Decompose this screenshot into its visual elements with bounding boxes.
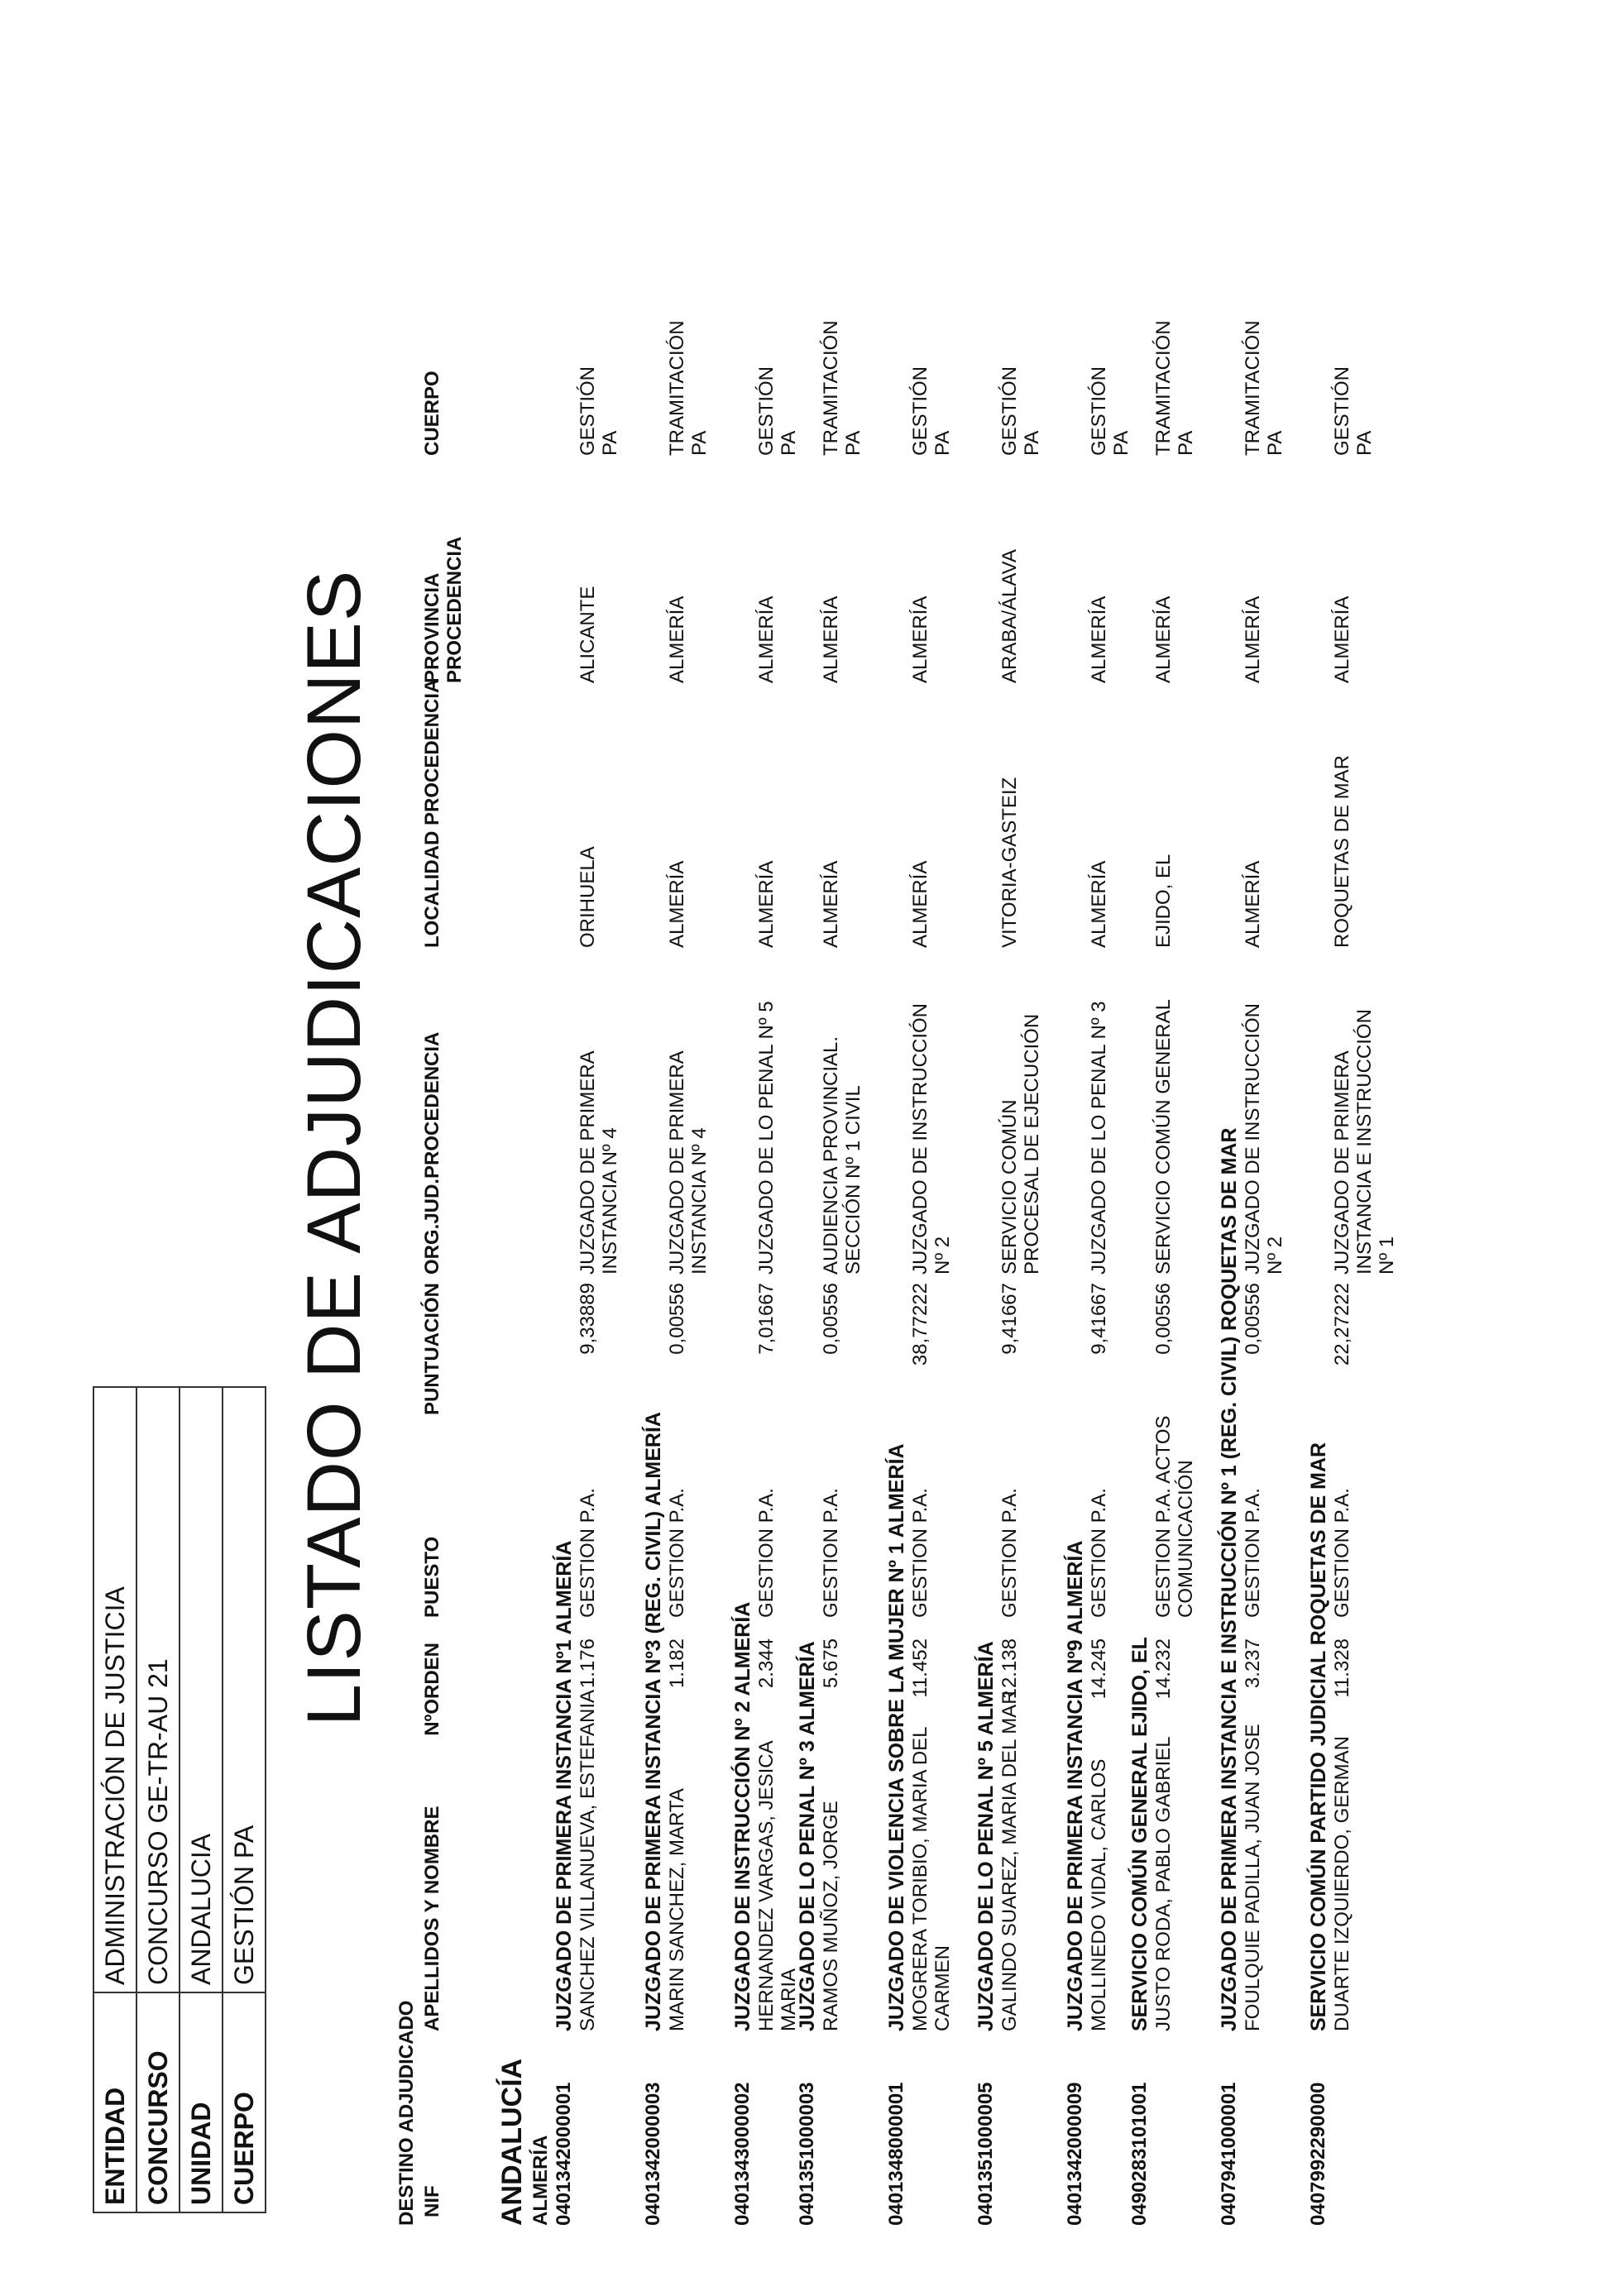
destino-code: 0401342000009 bbox=[1064, 2082, 1086, 2226]
person-puesto: GESTION P.A. bbox=[577, 1488, 599, 1618]
person-puntuacion: 9,33889 bbox=[577, 1283, 599, 1355]
person-name: MARIN SANCHEZ, MARTA bbox=[666, 1788, 688, 2031]
person-puesto: GESTION P.A. bbox=[755, 1488, 778, 1618]
person-cuerpo: GESTIÓN PA bbox=[1331, 366, 1376, 456]
destino-organ: JUZGADO DE PRIMERA INSTANCIA Nº1 ALMERÍA bbox=[553, 1540, 576, 2031]
region-heading: ANDALUCÍA bbox=[496, 2058, 528, 2226]
person-organo: JUZGADO DE INSTRUCCIÓN Nº 2 bbox=[909, 1002, 954, 1275]
destino-code: 0401351000005 bbox=[974, 2082, 997, 2226]
person-provincia: ALMERÍA bbox=[666, 596, 688, 683]
group-gap bbox=[1292, 42, 1307, 2226]
person-provincia: ALMERÍA bbox=[1152, 596, 1175, 683]
group-gap bbox=[716, 42, 731, 2226]
header-key: UNIDAD bbox=[180, 1992, 223, 2212]
header-key: ENTIDAD bbox=[93, 1992, 136, 2212]
destino-group bbox=[885, 42, 974, 2226]
subregion-heading: ALMERÍA bbox=[529, 2135, 552, 2226]
person-puntuacion: 38,77222 bbox=[909, 1283, 931, 1366]
group-gap bbox=[870, 42, 885, 2226]
person-name: MOGRERA TORIBIO, MARIA DEL CARMEN bbox=[909, 1727, 954, 2031]
person-provincia: ALMERÍA bbox=[1088, 596, 1110, 683]
person-cuerpo: GESTIÓN PA bbox=[577, 366, 621, 456]
person-puesto: GESTION P.A. bbox=[1088, 1488, 1110, 1618]
person-orden: 1.182 bbox=[666, 1638, 688, 1689]
table-row bbox=[755, 42, 800, 2226]
person-organo: JUZGADO DE PRIMERA INSTANCIA E INSTRUCCIÓN Nº 1 bbox=[1331, 1009, 1398, 1275]
person-localidad: ALMERÍA bbox=[666, 860, 688, 948]
destino-code: 0401342000003 bbox=[642, 2082, 664, 2226]
person-puntuacion: 9,41667 bbox=[1088, 1283, 1110, 1355]
col-header-apellidos: APELLIDOS Y NOMBRE bbox=[421, 1806, 443, 2031]
person-name: DUARTE IZQUIERDO, GERMAN bbox=[1331, 1736, 1353, 2031]
person-organo: JUZGADO DE PRIMERA INSTANCIA Nº 4 bbox=[666, 1051, 711, 1275]
person-localidad: VITORIA-GASTEIZ bbox=[998, 777, 1021, 948]
person-orden: 14.245 bbox=[1088, 1638, 1110, 1700]
destino-line bbox=[1064, 42, 1089, 2226]
destino-group bbox=[1307, 42, 1396, 2226]
destino-line bbox=[1307, 42, 1332, 2226]
person-provincia: ALICANTE bbox=[577, 586, 599, 683]
table-row bbox=[910, 42, 960, 2226]
person-puntuacion: 0,00556 bbox=[1242, 1283, 1264, 1355]
person-name: MOLLINEDO VIDAL, CARLOS bbox=[1088, 1758, 1110, 2031]
destino-organ: JUZGADO DE LO PENAL Nº 5 ALMERÍA bbox=[974, 1641, 998, 2031]
header-key: CONCURSO bbox=[136, 1992, 180, 2212]
person-puesto: GESTION P.A. bbox=[998, 1488, 1021, 1618]
destino-group bbox=[974, 42, 1064, 2226]
person-name: JUSTO RODA, PABLO GABRIEL bbox=[1152, 1736, 1175, 2031]
table-row bbox=[821, 42, 870, 2226]
header-box bbox=[93, 1386, 266, 2213]
group-gap bbox=[1049, 42, 1064, 2226]
destino-line bbox=[974, 42, 999, 2226]
group-gap bbox=[960, 42, 974, 2226]
person-cuerpo: TRAMITACIÓN PA bbox=[820, 320, 864, 456]
person-localidad: ALMERÍA bbox=[1088, 860, 1110, 948]
table-row bbox=[1153, 42, 1203, 2226]
person-orden: 5.675 bbox=[820, 1638, 842, 1689]
person-orden: 14.232 bbox=[1152, 1638, 1175, 1700]
destino-group bbox=[553, 42, 642, 2226]
header-key: CUERPO bbox=[223, 1992, 266, 2212]
destino-line bbox=[1128, 42, 1153, 2226]
person-cuerpo: TRAMITACIÓN PA bbox=[1242, 320, 1286, 456]
table-row bbox=[1088, 42, 1132, 2226]
header-row bbox=[180, 1387, 223, 2212]
destino-code: 0401348000001 bbox=[885, 2082, 907, 2226]
destino-line bbox=[1218, 42, 1242, 2226]
header-value: CONCURSO GE-TR-AU 21 bbox=[136, 1387, 180, 1992]
person-organo: JUZGADO DE LO PENAL Nº 5 bbox=[755, 1001, 778, 1275]
person-provincia: ALMERÍA bbox=[820, 596, 842, 683]
column-headers bbox=[417, 42, 490, 2226]
destino-code: 0407941000001 bbox=[1218, 2082, 1240, 2226]
person-puesto: GESTION P.A. bbox=[820, 1488, 842, 1618]
table-row bbox=[667, 42, 716, 2226]
person-puesto: GESTION P.A. bbox=[1242, 1488, 1264, 1618]
person-puntuacion: 0,00556 bbox=[1152, 1283, 1175, 1355]
person-puntuacion: 0,00556 bbox=[820, 1283, 842, 1355]
person-cuerpo: GESTIÓN PA bbox=[1088, 366, 1132, 456]
destino-group bbox=[1128, 42, 1218, 2226]
person-cuerpo: GESTIÓN PA bbox=[998, 366, 1043, 456]
person-orden: 3.237 bbox=[1242, 1638, 1264, 1689]
destino-line bbox=[553, 42, 577, 2226]
groups-container bbox=[553, 42, 1396, 2226]
person-localidad: ALMERÍA bbox=[909, 860, 931, 948]
person-puesto: GESTION P.A. bbox=[1331, 1488, 1353, 1618]
destino-group bbox=[642, 42, 731, 2226]
col-header-localidad: LOCALIDAD PROCEDENCIA bbox=[421, 678, 443, 948]
col-header-provincia: PROVINCIA PROCEDENCIA bbox=[421, 536, 466, 683]
person-cuerpo: TRAMITACIÓN PA bbox=[1152, 320, 1197, 456]
table-row bbox=[1331, 42, 1398, 2226]
destino-organ: SERVICIO COMÚN GENERAL EJIDO, EL bbox=[1128, 1637, 1151, 2031]
person-orden: 2.344 bbox=[755, 1638, 778, 1689]
person-provincia: ARABA/ÁLAVA bbox=[998, 549, 1021, 683]
person-organo: JUZGADO DE LO PENAL Nº 3 bbox=[1088, 1001, 1110, 1275]
destino-group bbox=[1218, 42, 1307, 2226]
person-orden: 12.138 bbox=[998, 1638, 1021, 1700]
person-puntuacion: 0,00556 bbox=[666, 1283, 688, 1355]
destino-code: 0401351000003 bbox=[796, 2082, 818, 2226]
header-row bbox=[93, 1387, 136, 2212]
person-puntuacion: 9,41667 bbox=[998, 1283, 1021, 1355]
person-localidad: ALMERÍA bbox=[755, 860, 778, 948]
col-header-puesto: PUESTO bbox=[421, 1536, 443, 1618]
person-localidad: ALMERÍA bbox=[1242, 860, 1264, 948]
header-row bbox=[223, 1387, 266, 2212]
destino-organ: JUZGADO DE PRIMERA INSTANCIA E INSTRUCCIÓN Nº 1 (REG. CIVIL) ROQUETAS DE MAR bbox=[1218, 1127, 1241, 2031]
table-row bbox=[577, 42, 627, 2226]
destino-organ: SERVICIO COMÚN PARTIDO JUDICIAL ROQUETAS DE MAR bbox=[1307, 1442, 1330, 2031]
person-localidad: ROQUETAS DE MAR bbox=[1331, 755, 1353, 948]
document-title: LISTADO DE ADJUDICACIONES bbox=[292, 569, 376, 1727]
person-name: RAMOS MUÑOZ, JORGE bbox=[820, 1801, 842, 2031]
destino-group bbox=[731, 42, 800, 2226]
person-localidad: ORIHUELA bbox=[577, 846, 599, 948]
destino-group bbox=[1064, 42, 1132, 2226]
person-puntuacion: 7,01667 bbox=[755, 1283, 778, 1355]
destino-organ: JUZGADO DE LO PENAL Nº 3 ALMERÍA bbox=[796, 1641, 819, 2031]
person-organo: JUZGADO DE INSTRUCCIÓN Nº 2 bbox=[1242, 1002, 1286, 1275]
person-puesto: GESTION P.A. bbox=[909, 1488, 931, 1618]
col-header-orden: NºORDEN bbox=[421, 1643, 443, 1736]
person-name: SANCHEZ VILLANUEVA, ESTEFANIA bbox=[577, 1689, 599, 2031]
destino-line bbox=[642, 42, 667, 2226]
adjudicaciones-table bbox=[417, 42, 1396, 2226]
person-provincia: ALMERÍA bbox=[1331, 596, 1353, 683]
person-provincia: ALMERÍA bbox=[909, 596, 931, 683]
destino-line bbox=[885, 42, 910, 2226]
col-header-puntuacion: PUNTUACIÓN bbox=[421, 1283, 443, 1415]
person-organo: JUZGADO DE PRIMERA INSTANCIA Nº 4 bbox=[577, 1051, 621, 1275]
destino-group bbox=[796, 42, 885, 2226]
person-orden: 11.328 bbox=[1331, 1638, 1353, 1698]
person-name: GALINDO SUAREZ, MARIA DEL MAR bbox=[998, 1690, 1021, 2031]
destino-line bbox=[731, 42, 756, 2226]
person-orden: 11.452 bbox=[909, 1638, 931, 1698]
col-header-nif: NIF bbox=[421, 2185, 443, 2217]
col-header-cuerpo: CUERPO bbox=[421, 371, 443, 456]
person-localidad: EJIDO, EL bbox=[1152, 854, 1175, 948]
destino-organ: JUZGADO DE PRIMERA INSTANCIA Nº3 (REG. CIVIL) ALMERÍA bbox=[642, 1412, 665, 2031]
header-value: GESTIÓN PA bbox=[223, 1387, 266, 1992]
destino-code: 0401342000001 bbox=[553, 2082, 575, 2226]
person-name: HERNANDEZ VARGAS, JESICA MARIA bbox=[755, 1741, 800, 2031]
table-row bbox=[999, 42, 1049, 2226]
person-cuerpo: TRAMITACIÓN PA bbox=[666, 320, 711, 456]
group-gap bbox=[1203, 42, 1218, 2226]
destino-organ: JUZGADO DE VIOLENCIA SOBRE LA MUJER Nº 1 ALMERÍA bbox=[885, 1443, 908, 2031]
person-provincia: ALMERÍA bbox=[1242, 596, 1264, 683]
person-puesto: GESTION P.A. bbox=[666, 1488, 688, 1618]
destino-code: 0401343000002 bbox=[731, 2082, 754, 2226]
destino-organ: JUZGADO DE PRIMERA INSTANCIA Nº9 ALMERÍA bbox=[1064, 1540, 1087, 2031]
person-cuerpo: GESTIÓN PA bbox=[755, 366, 800, 456]
header-value: ADMINISTRACIÓN DE JUSTICIA bbox=[93, 1387, 136, 1992]
col-header-organo: ORG.JUD.PROCEDENCIA bbox=[421, 1031, 443, 1275]
person-organo: SERVICIO COMÚN PROCESAL DE EJECUCIÓN bbox=[998, 1013, 1043, 1275]
header-row bbox=[136, 1387, 180, 2212]
person-puesto: GESTION P.A. ACTOS COMUNICACIÓN bbox=[1152, 1415, 1197, 1618]
destino-adjudicado-label: DESTINO ADJUDICADO bbox=[395, 2000, 418, 2226]
destino-organ: JUZGADO DE INSTRUCCIÓN Nº 2 ALMERÍA bbox=[731, 1601, 754, 2031]
person-organo: AUDIENCIA PROVINCIAL. SECCIÓN Nº 1 CIVIL bbox=[820, 1036, 864, 1275]
person-orden: 1.176 bbox=[577, 1638, 599, 1689]
person-provincia: ALMERÍA bbox=[755, 596, 778, 683]
person-name: FOULQUIE PADILLA, JUAN JOSE bbox=[1242, 1724, 1264, 2031]
group-gap bbox=[627, 42, 642, 2226]
table-row bbox=[1242, 42, 1292, 2226]
person-puntuacion: 22,27222 bbox=[1331, 1283, 1353, 1366]
person-organo: SERVICIO COMÚN GENERAL bbox=[1152, 999, 1175, 1275]
person-cuerpo: GESTIÓN PA bbox=[909, 366, 954, 456]
destino-code: 0490283101001 bbox=[1128, 2082, 1151, 2226]
destino-line bbox=[796, 42, 821, 2226]
person-localidad: ALMERÍA bbox=[820, 860, 842, 948]
destino-code: 0407992290000 bbox=[1307, 2082, 1329, 2226]
header-value: ANDALUCIA bbox=[180, 1387, 223, 1992]
